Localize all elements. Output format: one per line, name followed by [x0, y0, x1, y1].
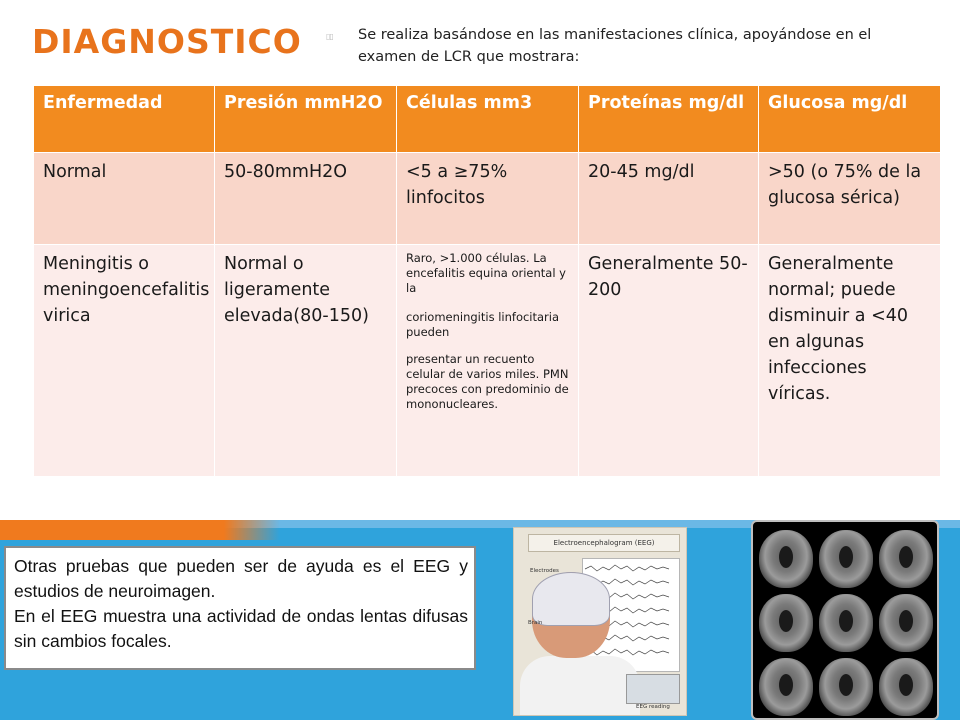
cells-note-1: Raro, >1.000 células. La encefalitis equina oriental y la: [406, 251, 566, 295]
cell-glucose: Generalmente normal; puede disminuir a <40 en algunas infecciones víricas.: [759, 245, 941, 477]
intro-bullet: [326, 24, 934, 68]
cells-note-2: coriomeningitis linfocitaria pueden: [406, 310, 560, 339]
patient-body: [520, 656, 640, 716]
cells-note-3: presentar un recuento celular de varios miles. PMN precoces con predominio de mononucleares.: [406, 352, 569, 411]
mri-slice-image: [759, 530, 813, 588]
eeg-monitor-icon: [626, 674, 680, 704]
label-eeg-reading: EEG reading: [636, 704, 670, 710]
note-line-1: Otras pruebas que pueden ser de ayuda es el EEG y estudios de neuroimagen.: [14, 556, 468, 601]
eeg-illustration: [513, 527, 687, 716]
mri-slice-image: [819, 594, 873, 652]
intro-text: Se realiza basándose en las manifestaciones clínica, apoyándose en el examen de LCR que mostrara:: [358, 27, 872, 65]
neuroimaging-grid: [751, 520, 939, 720]
electrode-cap-icon: [532, 572, 610, 626]
bottom-orange-accent: [0, 520, 280, 540]
header-celulas: Células mm3: [397, 86, 579, 153]
mri-slice-image: [819, 530, 873, 588]
table-row: [34, 153, 941, 245]
cell-glucose: >50 (o 75% de la glucosa sérica): [759, 153, 941, 245]
slide-title: DIAGNOSTICO: [32, 22, 302, 61]
note-line-2: En el EEG muestra una actividad de ondas lentas difusas sin cambios focales.: [14, 606, 468, 651]
table-row: [34, 245, 941, 477]
mri-slice-image: [759, 594, 813, 652]
bullet-icon: [326, 26, 334, 40]
table-header-row: [34, 86, 941, 153]
label-brain: Brain: [528, 620, 543, 626]
header-glucosa: Glucosa mg/dl: [759, 86, 941, 153]
cell-cells: <5 a ≥75% linfocitos: [397, 153, 579, 245]
cell-protein: Generalmente 50-200: [579, 245, 759, 477]
mri-slice-image: [879, 658, 933, 716]
mri-slice-image: [879, 530, 933, 588]
cell-disease: Normal: [34, 153, 215, 245]
label-electrodes: Electrodes: [530, 568, 559, 574]
mri-slice-image: [819, 658, 873, 716]
cell-pressure: 50-80mmH2O: [215, 153, 397, 245]
cell-cells: [397, 245, 579, 477]
mri-slice-image: [879, 594, 933, 652]
header-presion: Presión mmH2O: [215, 86, 397, 153]
cell-disease: Meningitis o meningoencefalitis virica: [34, 245, 215, 477]
header-proteinas: Proteínas mg/dl: [579, 86, 759, 153]
eeg-header: Electroencephalogram (EEG): [528, 534, 680, 552]
cell-pressure: Normal o ligeramente elevada(80-150): [215, 245, 397, 477]
lcr-table: [33, 85, 941, 477]
cell-protein: 20-45 mg/dl: [579, 153, 759, 245]
header-enfermedad: Enfermedad: [34, 86, 215, 153]
additional-tests-note: [4, 546, 476, 670]
mri-slice-image: [759, 658, 813, 716]
